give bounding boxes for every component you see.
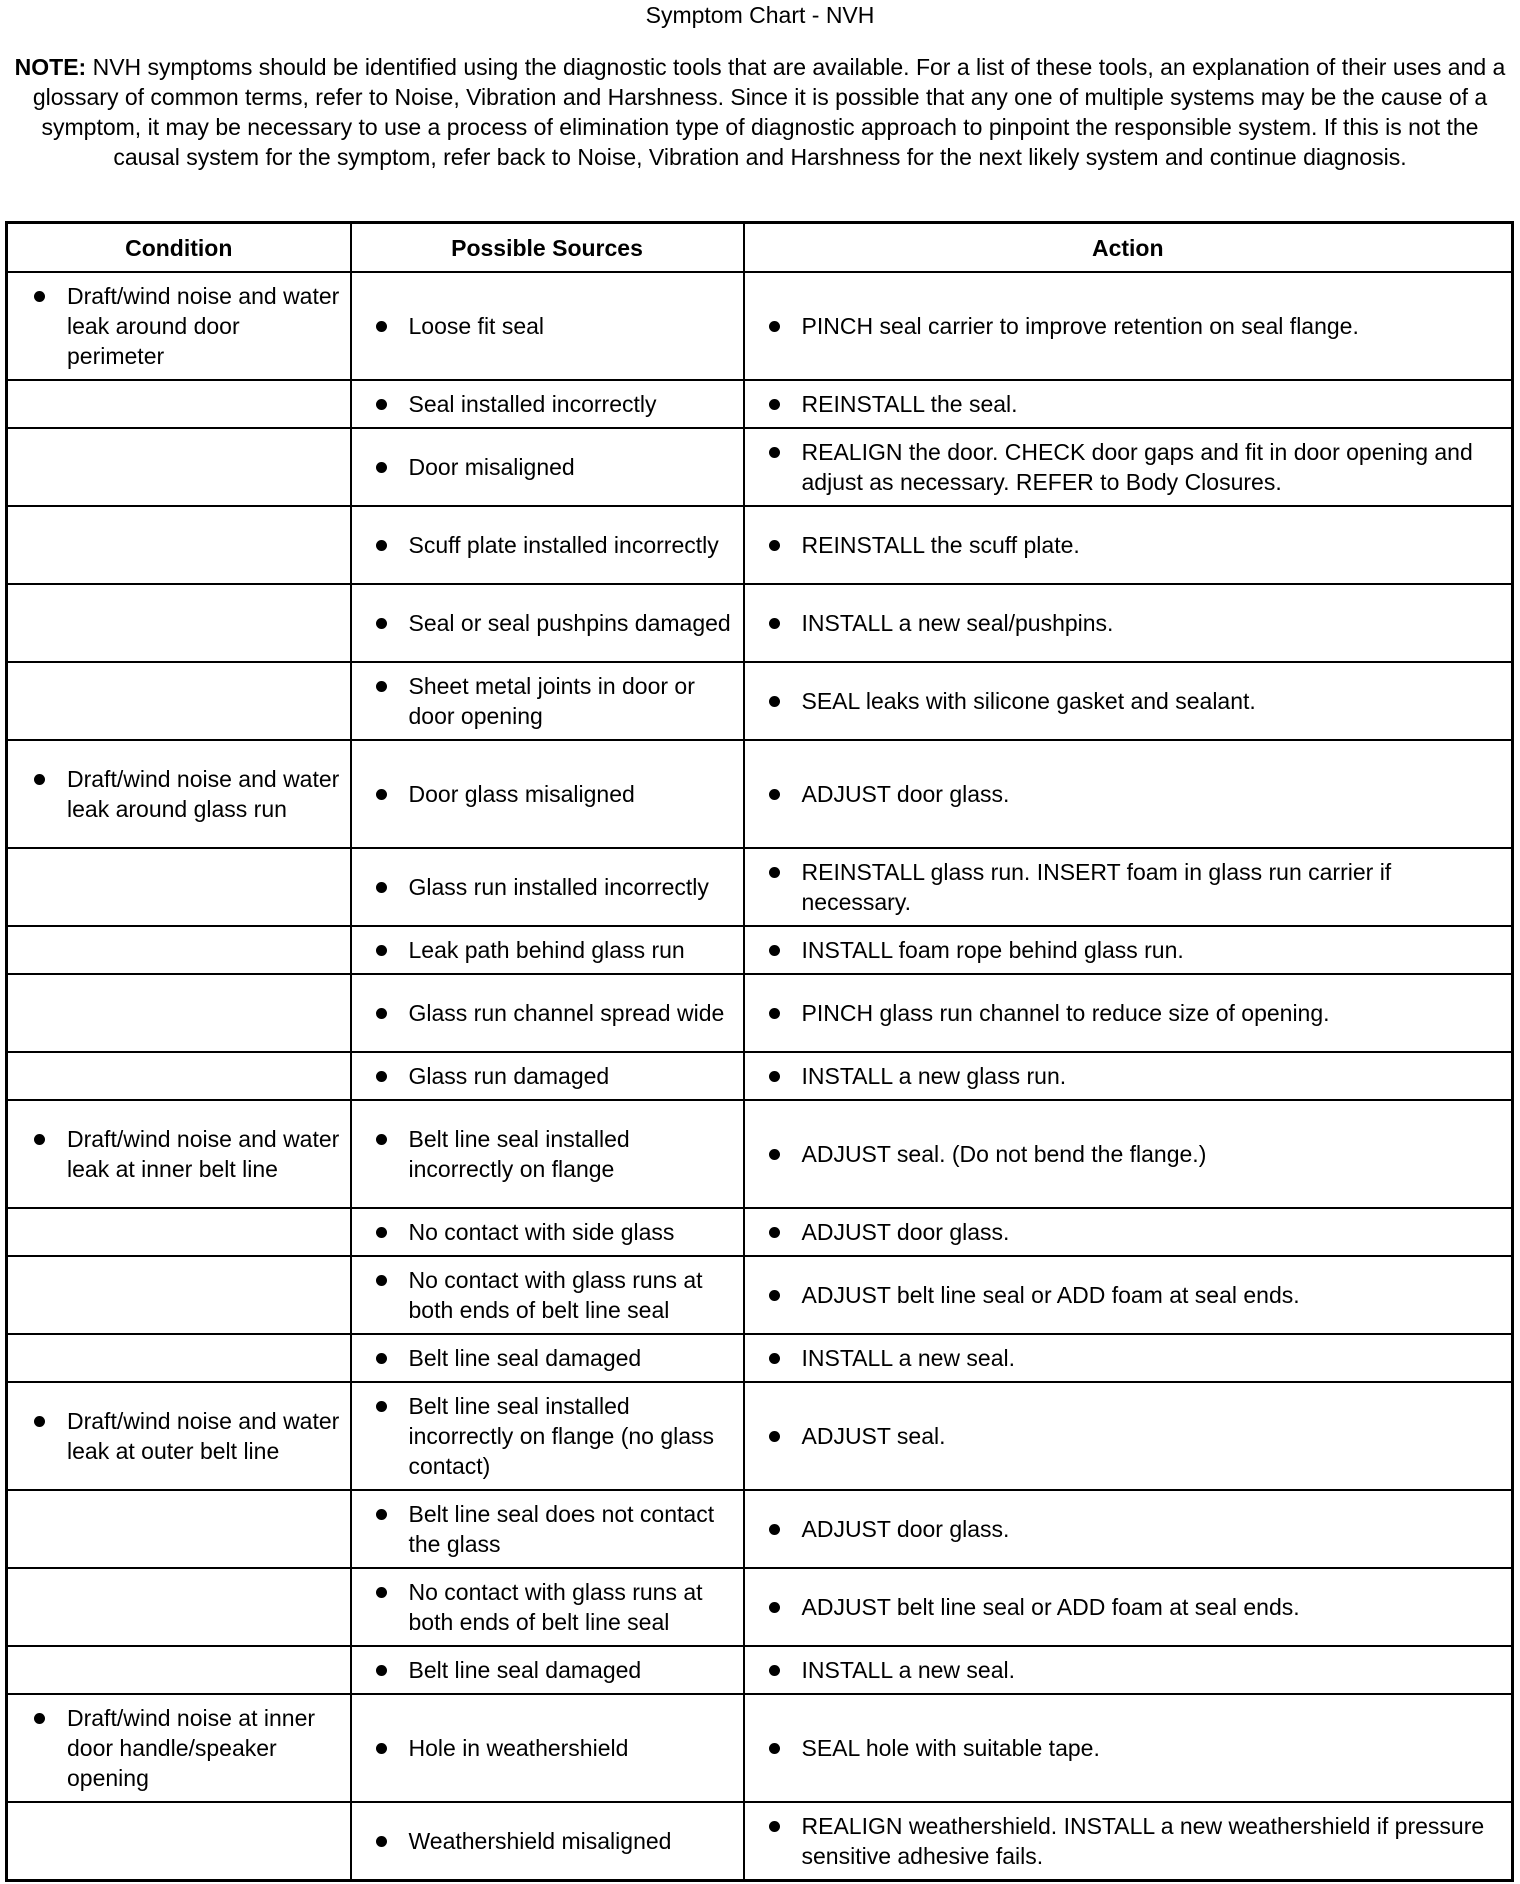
source-cell-text: Belt line seal damaged bbox=[408, 1345, 642, 1371]
condition-cell bbox=[7, 1802, 351, 1880]
action-cell-text: ADJUST belt line seal or ADD foam at seal ends. bbox=[801, 1594, 1300, 1620]
action-cell-text: ADJUST door glass. bbox=[801, 1516, 1010, 1542]
action-cell bbox=[744, 1208, 1513, 1256]
bullet-icon bbox=[34, 1416, 45, 1427]
bullet-icon bbox=[769, 1008, 780, 1019]
condition-cell bbox=[7, 428, 351, 506]
action-cell bbox=[744, 584, 1513, 662]
bullet-icon bbox=[769, 1353, 780, 1364]
bullet-icon bbox=[376, 1665, 387, 1676]
action-cell bbox=[744, 662, 1513, 740]
bullet-icon bbox=[376, 681, 387, 692]
action-cell-text: REALIGN the door. CHECK door gaps and fit in door opening and adjust as necessary. REFER to Body Closures. bbox=[801, 439, 1473, 495]
condition-cell bbox=[7, 740, 351, 848]
source-cell bbox=[351, 584, 744, 662]
condition-cell-text: Draft/wind noise at inner door handle/speaker opening bbox=[67, 1705, 316, 1791]
condition-cell-text: Draft/wind noise and water leak at outer belt line bbox=[67, 1408, 340, 1464]
bullet-icon bbox=[769, 867, 780, 878]
bullet-icon bbox=[376, 1353, 387, 1364]
source-cell bbox=[351, 1802, 744, 1880]
source-cell bbox=[351, 1568, 744, 1646]
source-cell bbox=[351, 506, 744, 584]
action-cell bbox=[744, 740, 1513, 848]
source-cell bbox=[351, 1256, 744, 1334]
bullet-icon bbox=[769, 618, 780, 629]
action-cell bbox=[744, 1646, 1513, 1694]
source-cell bbox=[351, 428, 744, 506]
source-cell-text: Belt line seal installed incorrectly on flange bbox=[408, 1126, 630, 1182]
table-row bbox=[7, 974, 1513, 1052]
bullet-icon bbox=[34, 774, 45, 785]
bullet-icon bbox=[376, 1401, 387, 1412]
source-cell bbox=[351, 926, 744, 974]
bullet-icon bbox=[769, 1071, 780, 1082]
table-row bbox=[7, 1382, 1513, 1490]
condition-cell bbox=[7, 380, 351, 428]
action-cell bbox=[744, 506, 1513, 584]
action-cell-text: PINCH glass run channel to reduce size of opening. bbox=[801, 1000, 1330, 1026]
action-cell bbox=[744, 380, 1513, 428]
bullet-icon bbox=[769, 696, 780, 707]
source-cell-text: Glass run channel spread wide bbox=[408, 1000, 725, 1026]
bullet-icon bbox=[769, 1665, 780, 1676]
action-cell-text: SEAL leaks with silicone gasket and sealant. bbox=[801, 688, 1256, 714]
action-cell-text: INSTALL a new seal. bbox=[801, 1345, 1015, 1371]
note-paragraph bbox=[8, 52, 1512, 172]
source-cell-text: No contact with glass runs at both ends of belt line seal bbox=[408, 1579, 703, 1635]
condition-cell bbox=[7, 926, 351, 974]
table-row bbox=[7, 926, 1513, 974]
source-cell-text: Hole in weathershield bbox=[408, 1735, 629, 1761]
source-cell-text: Loose fit seal bbox=[408, 313, 545, 339]
bullet-icon bbox=[376, 1008, 387, 1019]
bullet-icon bbox=[376, 399, 387, 410]
bullet-icon bbox=[34, 291, 45, 302]
condition-cell bbox=[7, 1694, 351, 1802]
condition-cell bbox=[7, 272, 351, 380]
source-cell bbox=[351, 1208, 744, 1256]
table-row bbox=[7, 1100, 1513, 1208]
source-cell-text: Seal installed incorrectly bbox=[408, 391, 657, 417]
bullet-icon bbox=[769, 789, 780, 800]
bullet-icon bbox=[376, 1071, 387, 1082]
bullet-icon bbox=[34, 1713, 45, 1724]
bullet-icon bbox=[34, 1134, 45, 1145]
condition-cell bbox=[7, 848, 351, 926]
action-cell bbox=[744, 974, 1513, 1052]
table-row bbox=[7, 584, 1513, 662]
table-row bbox=[7, 1256, 1513, 1334]
condition-cell bbox=[7, 1100, 351, 1208]
bullet-icon bbox=[769, 1431, 780, 1442]
condition-cell bbox=[7, 1208, 351, 1256]
table-row bbox=[7, 1568, 1513, 1646]
bullet-icon bbox=[376, 789, 387, 800]
action-cell-text: REINSTALL the scuff plate. bbox=[801, 532, 1080, 558]
table-row bbox=[7, 1334, 1513, 1382]
source-cell bbox=[351, 1382, 744, 1490]
source-cell-text: Scuff plate installed incorrectly bbox=[408, 532, 719, 558]
action-cell-text: PINCH seal carrier to improve retention on seal flange. bbox=[801, 313, 1359, 339]
source-cell bbox=[351, 380, 744, 428]
source-cell-text: Belt line seal does not contact the glass bbox=[408, 1501, 715, 1557]
action-cell bbox=[744, 1490, 1513, 1568]
table-row bbox=[7, 1646, 1513, 1694]
condition-cell-text: Draft/wind noise and water leak around door perimeter bbox=[67, 283, 340, 369]
action-cell-text: SEAL hole with suitable tape. bbox=[801, 1735, 1100, 1761]
bullet-icon bbox=[769, 1821, 780, 1832]
source-cell bbox=[351, 272, 744, 380]
action-cell bbox=[744, 1100, 1513, 1208]
condition-cell bbox=[7, 1334, 351, 1382]
bullet-icon bbox=[376, 1275, 387, 1286]
source-cell-text: No contact with side glass bbox=[408, 1219, 675, 1245]
action-cell-text: INSTALL a new seal/pushpins. bbox=[801, 610, 1114, 636]
source-cell bbox=[351, 1052, 744, 1100]
bullet-icon bbox=[376, 1743, 387, 1754]
bullet-icon bbox=[376, 1509, 387, 1520]
source-cell-text: Seal or seal pushpins damaged bbox=[408, 610, 731, 636]
source-cell-text: Belt line seal installed incorrectly on flange (no glass contact) bbox=[408, 1393, 715, 1479]
bullet-icon bbox=[376, 1587, 387, 1598]
page-title: Symptom Chart - NVH bbox=[645, 2, 875, 28]
bullet-icon bbox=[376, 540, 387, 551]
header-possible-sources: Possible Sources bbox=[351, 223, 744, 273]
condition-cell bbox=[7, 1256, 351, 1334]
bullet-icon bbox=[769, 1524, 780, 1535]
source-cell-text: Belt line seal damaged bbox=[408, 1657, 642, 1683]
source-cell-text: Glass run installed incorrectly bbox=[408, 874, 709, 900]
bullet-icon bbox=[769, 1227, 780, 1238]
action-cell-text: INSTALL foam rope behind glass run. bbox=[801, 937, 1184, 963]
action-cell-text: REINSTALL the seal. bbox=[801, 391, 1018, 417]
action-cell-text: ADJUST seal. (Do not bend the flange.) bbox=[801, 1141, 1207, 1167]
action-cell bbox=[744, 1802, 1513, 1880]
condition-cell bbox=[7, 1052, 351, 1100]
bullet-icon bbox=[769, 321, 780, 332]
source-cell bbox=[351, 662, 744, 740]
source-cell bbox=[351, 740, 744, 848]
action-cell bbox=[744, 1052, 1513, 1100]
bullet-icon bbox=[376, 1227, 387, 1238]
bullet-icon bbox=[376, 945, 387, 956]
source-cell bbox=[351, 1490, 744, 1568]
action-cell-text: REALIGN weathershield. INSTALL a new weathershield if pressure sensitive adhesive fails. bbox=[801, 1812, 1485, 1869]
bullet-icon bbox=[769, 1290, 780, 1301]
table-row bbox=[7, 1802, 1513, 1880]
table-row bbox=[7, 662, 1513, 740]
action-cell-text: ADJUST door glass. bbox=[801, 1219, 1010, 1245]
bullet-icon bbox=[769, 945, 780, 956]
action-cell bbox=[744, 1694, 1513, 1802]
bullet-icon bbox=[769, 540, 780, 551]
source-cell-text: Door glass misaligned bbox=[408, 781, 635, 807]
source-cell bbox=[351, 974, 744, 1052]
table-row bbox=[7, 1490, 1513, 1568]
table-row bbox=[7, 1052, 1513, 1100]
source-cell-text: Leak path behind glass run bbox=[408, 937, 685, 963]
bullet-icon bbox=[376, 1836, 387, 1847]
note-text: NVH symptoms should be identified using the diagnostic tools that are available. For a list of these tools, an explanation of their uses and a glossary of common terms, refer to Noise, Vibration and Harshness. Since it is possible that any one of multiple systems may be the cause of a symptom, it may be necessary to use a process of elimination type of diagnostic approach to pinpoint the responsible system. If this is not the causal system for the symptom, refer back to Noise, Vibration and Harshness for the next likely system and continue diagnosis. bbox=[32, 54, 1506, 170]
bullet-icon bbox=[769, 399, 780, 410]
action-cell bbox=[744, 272, 1513, 380]
action-cell-text: INSTALL a new seal. bbox=[801, 1657, 1015, 1683]
action-cell-text: ADJUST seal. bbox=[801, 1423, 946, 1449]
header-action: Action bbox=[744, 223, 1513, 273]
action-cell-text: INSTALL a new glass run. bbox=[801, 1063, 1067, 1089]
source-cell-text: Sheet metal joints in door or door opening bbox=[408, 673, 695, 729]
bullet-icon bbox=[376, 618, 387, 629]
action-cell bbox=[744, 848, 1513, 926]
source-cell-text: Weathershield misaligned bbox=[408, 1827, 672, 1854]
table-row bbox=[7, 1208, 1513, 1256]
bullet-icon bbox=[769, 1602, 780, 1613]
table-body bbox=[7, 272, 1513, 1880]
bullet-icon bbox=[769, 1743, 780, 1754]
condition-cell-text: Draft/wind noise and water leak around glass run bbox=[67, 766, 340, 822]
source-cell bbox=[351, 1646, 744, 1694]
condition-cell bbox=[7, 506, 351, 584]
action-cell bbox=[744, 428, 1513, 506]
action-cell-text: ADJUST door glass. bbox=[801, 781, 1010, 807]
table-row bbox=[7, 428, 1513, 506]
table-header-row bbox=[7, 223, 1513, 273]
condition-cell bbox=[7, 1382, 351, 1490]
bullet-icon bbox=[376, 462, 387, 473]
table-row bbox=[7, 380, 1513, 428]
symptom-table bbox=[5, 221, 1514, 1882]
header-condition: Condition bbox=[7, 223, 351, 273]
table-row bbox=[7, 506, 1513, 584]
action-cell bbox=[744, 1568, 1513, 1646]
bullet-icon bbox=[769, 1149, 780, 1160]
bullet-icon bbox=[769, 447, 780, 458]
table-row bbox=[7, 1694, 1513, 1802]
source-cell bbox=[351, 1694, 744, 1802]
note-label: NOTE: bbox=[14, 54, 87, 80]
condition-cell bbox=[7, 1568, 351, 1646]
action-cell bbox=[744, 1382, 1513, 1490]
action-cell-text: REINSTALL glass run. INSERT foam in glass run carrier if necessary. bbox=[801, 859, 1392, 915]
condition-cell bbox=[7, 662, 351, 740]
condition-cell bbox=[7, 974, 351, 1052]
bullet-icon bbox=[376, 321, 387, 332]
action-cell bbox=[744, 1334, 1513, 1382]
source-cell-text: Glass run damaged bbox=[408, 1063, 610, 1089]
condition-cell bbox=[7, 1490, 351, 1568]
source-cell bbox=[351, 1334, 744, 1382]
source-cell bbox=[351, 848, 744, 926]
action-cell bbox=[744, 1256, 1513, 1334]
condition-cell bbox=[7, 1646, 351, 1694]
action-cell bbox=[744, 926, 1513, 974]
table-row bbox=[7, 848, 1513, 926]
condition-cell-text: Draft/wind noise and water leak at inner belt line bbox=[67, 1126, 340, 1182]
table-row bbox=[7, 740, 1513, 848]
source-cell-text: Door misaligned bbox=[408, 454, 575, 480]
condition-cell bbox=[7, 584, 351, 662]
table-row bbox=[7, 272, 1513, 380]
action-cell-text: ADJUST belt line seal or ADD foam at seal ends. bbox=[801, 1282, 1300, 1308]
source-cell-text: No contact with glass runs at both ends of belt line seal bbox=[408, 1267, 703, 1323]
bullet-icon bbox=[376, 1134, 387, 1145]
bullet-icon bbox=[376, 882, 387, 893]
source-cell bbox=[351, 1100, 744, 1208]
